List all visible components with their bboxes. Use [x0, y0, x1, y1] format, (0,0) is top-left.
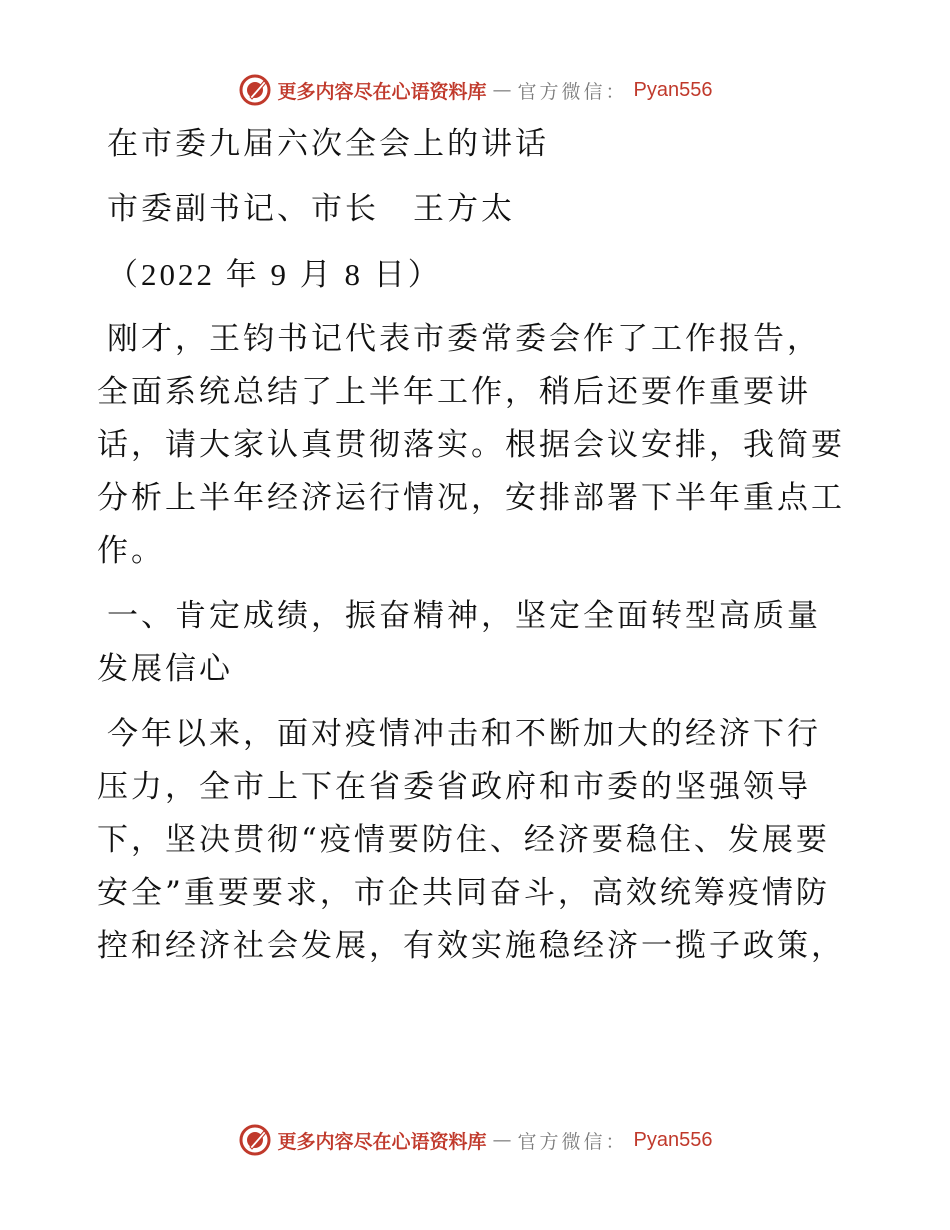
heading-line: 发展信心 — [97, 651, 233, 687]
paragraph-2 — [97, 708, 857, 973]
paragraph-line: 下，坚决贯彻“疫情要防住、经济要稳住、发展要 — [97, 822, 830, 858]
watermark-brand: 更多内容尽在心语资料库 — [277, 1130, 487, 1153]
document-title: 在市委九届六次全会上的讲话 — [107, 126, 549, 162]
pen-circle-logo-icon — [238, 73, 272, 107]
watermark-wechat-id: Pyan556 — [633, 78, 713, 101]
paragraph-line: 刚才，王钧书记代表市委常委会作了工作报告， — [107, 321, 821, 357]
footer-watermark — [0, 1120, 950, 1160]
paragraph-line: 作。 — [97, 533, 165, 569]
watermark-official-label: 官方微信： — [517, 80, 628, 103]
paragraph-line: 控和经济社会发展，有效实施稳经济一揽子政策， — [97, 928, 845, 964]
date-line: （2022 年 9 月 8 日） — [107, 257, 442, 292]
watermark-dash: — — [492, 79, 512, 101]
section-heading-1 — [97, 590, 857, 696]
paragraph-line: 压力，全市上下在省委省政府和市委的坚强领导 — [97, 769, 811, 805]
speaker-line: 市委副书记、市长 王方太 — [107, 191, 515, 227]
heading-line: 一、肯定成绩，振奋精神，坚定全面转型高质量 — [107, 598, 821, 634]
watermark-wechat-id: Pyan556 — [633, 1128, 713, 1151]
pen-circle-logo-icon — [238, 1123, 272, 1157]
header-watermark — [0, 70, 950, 110]
paragraph-line: 话，请大家认真贯彻落实。根据会议安排，我简要 — [97, 427, 845, 463]
document-body — [97, 118, 857, 985]
watermark-brand: 更多内容尽在心语资料库 — [277, 80, 487, 103]
paragraph-1 — [97, 313, 857, 578]
paragraph-line: 分析上半年经济运行情况，安排部署下半年重点工 — [97, 480, 845, 516]
paragraph-line: 全面系统总结了上半年工作，稍后还要作重要讲 — [97, 374, 811, 410]
watermark-dash: — — [492, 1129, 512, 1151]
paragraph-line: 安全”重要要求，市企共同奋斗，高效统筹疫情防 — [97, 875, 830, 911]
paragraph-line: 今年以来，面对疫情冲击和不断加大的经济下行 — [107, 716, 821, 752]
watermark-official-label: 官方微信： — [517, 1130, 628, 1153]
